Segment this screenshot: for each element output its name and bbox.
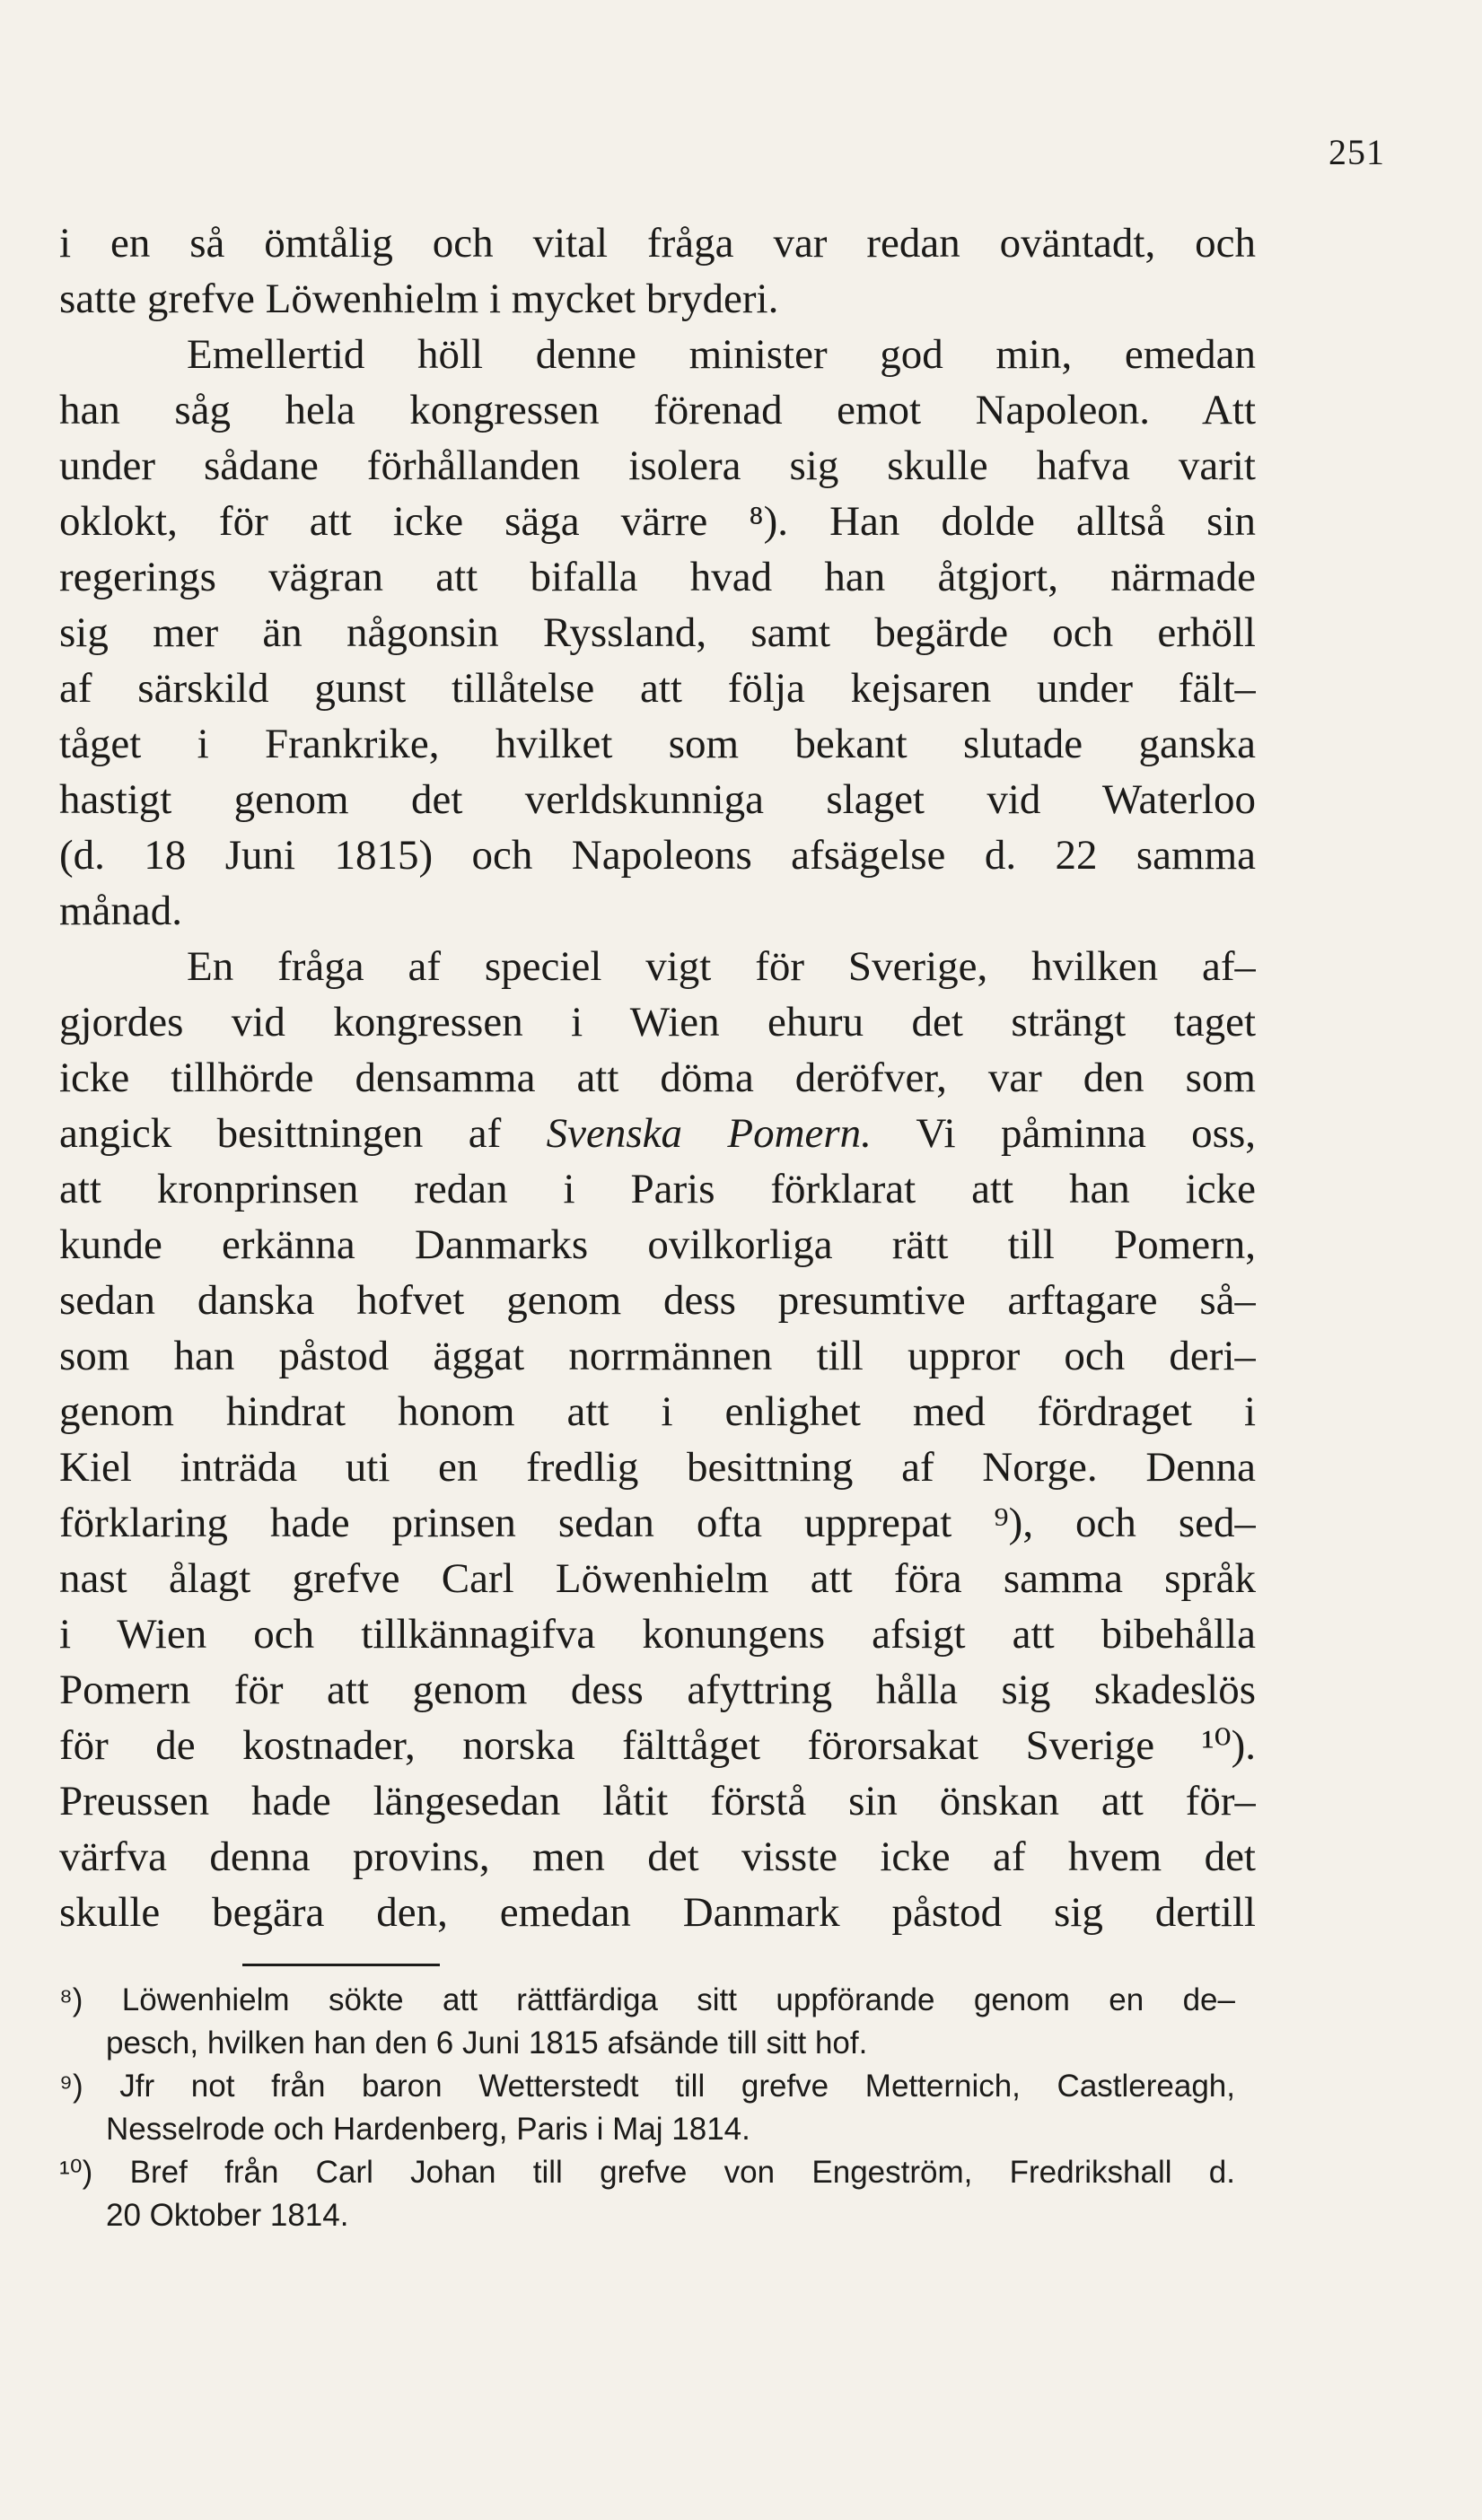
body-line: (d. 18 Juni 1815) och Napoleons afsägelse d. 22 samma: [59, 832, 1256, 879]
body-line: Preussen hade längesedan låtit förstå sin önskan att för–: [59, 1778, 1256, 1824]
footnote-line: pesch, hvilken han den 6 Juni 1815 afsände till sitt hof.: [106, 2026, 868, 2061]
body-line: nast ålagt grefve Carl Löwenhielm att föra samma språk: [59, 1555, 1256, 1602]
body-line: sig mer än någonsin Ryssland, samt begärde och erhöll: [59, 609, 1256, 656]
page-number: 251: [1329, 132, 1385, 172]
body-line: En fråga af speciel vigt för Sverige, hvilken af–: [187, 943, 1256, 990]
footnote-line: 20 Oktober 1814.: [106, 2198, 349, 2233]
footnote-line: ⁹) Jfr not från baron Wetterstedt till grefve Metternich, Castlereagh,: [59, 2069, 1235, 2104]
body-text: Vi påminna oss,: [871, 1110, 1256, 1157]
body-line: tåget i Frankrike, hvilket som bekant slutade ganska: [59, 721, 1256, 767]
body-line: i Wien och tillkännagifva konungens afsigt att bibehålla: [59, 1611, 1256, 1658]
body-line: af särskild gunst tillåtelse att följa kejsaren under fält–: [59, 665, 1256, 712]
footnote-line: ¹⁰) Bref från Carl Johan till grefve von Engeström, Fredrikshall d.: [59, 2155, 1235, 2190]
body-line: gjordes vid kongressen i Wien ehuru det strängt taget: [59, 999, 1256, 1046]
body-line: under sådane förhållanden isolera sig skulle hafva varit: [59, 442, 1256, 489]
body-line: Pomern för att genom dess afyttring hålla sig skadeslös: [59, 1667, 1256, 1713]
body-line: skulle begära den, emedan Danmark påstod sig dertill: [59, 1889, 1256, 1936]
body-line: [59, 1106, 1256, 1161]
body-line: Emellertid höll denne minister god min, emedan: [187, 331, 1256, 378]
footnote-divider: [242, 1964, 440, 1966]
body-line: som han påstod äggat norrmännen till uppror och deri–: [59, 1333, 1256, 1379]
body-line: sedan danska hofvet genom dess presumtive arftagare så–: [59, 1277, 1256, 1324]
body-line: hastigt genom det verldskunniga slaget vid Waterloo: [59, 776, 1256, 823]
body-line: Kiel inträda uti en fredlig besittning af Norge. Denna: [59, 1444, 1256, 1491]
body-line: han såg hela kongressen förenad emot Napoleon. Att: [59, 387, 1256, 433]
body-line: oklokt, för att icke säga värre ⁸). Han dolde alltså sin: [59, 498, 1256, 545]
body-line: regerings vägran att bifalla hvad han åtgjort, närmade: [59, 554, 1256, 600]
body-line: värfva denna provins, men det visste icke af hvem det: [59, 1833, 1256, 1880]
body-line: månad.: [59, 888, 183, 934]
body-line: genom hindrat honom att i enlighet med fördraget i: [59, 1388, 1256, 1435]
body-line: satte grefve Löwenhielm i mycket bryderi.: [59, 276, 779, 322]
body-text: angick besittningen af: [59, 1110, 547, 1157]
italic-place-name: Svenska Pomern.: [546, 1110, 872, 1157]
body-line: icke tillhörde densamma att döma deröfver, var den som: [59, 1054, 1256, 1101]
body-line: för de kostnader, norska fälttåget förorsakat Sverige ¹⁰).: [59, 1722, 1256, 1769]
footnote-line: ⁸) Löwenhielm sökte att rättfärdiga sitt uppförande genom en de–: [59, 1982, 1235, 2017]
body-line: i en så ömtålig och vital fråga var redan oväntadt, och: [59, 220, 1256, 267]
footnote-line: Nesselrode och Hardenberg, Paris i Maj 1814.: [106, 2112, 750, 2147]
body-line: kunde erkänna Danmarks ovilkorliga rätt till Pomern,: [59, 1221, 1256, 1268]
body-line: förklaring hade prinsen sedan ofta upprepat ⁹), och sed–: [59, 1500, 1256, 1546]
body-line: att kronprinsen redan i Paris förklarat att han icke: [59, 1166, 1256, 1212]
